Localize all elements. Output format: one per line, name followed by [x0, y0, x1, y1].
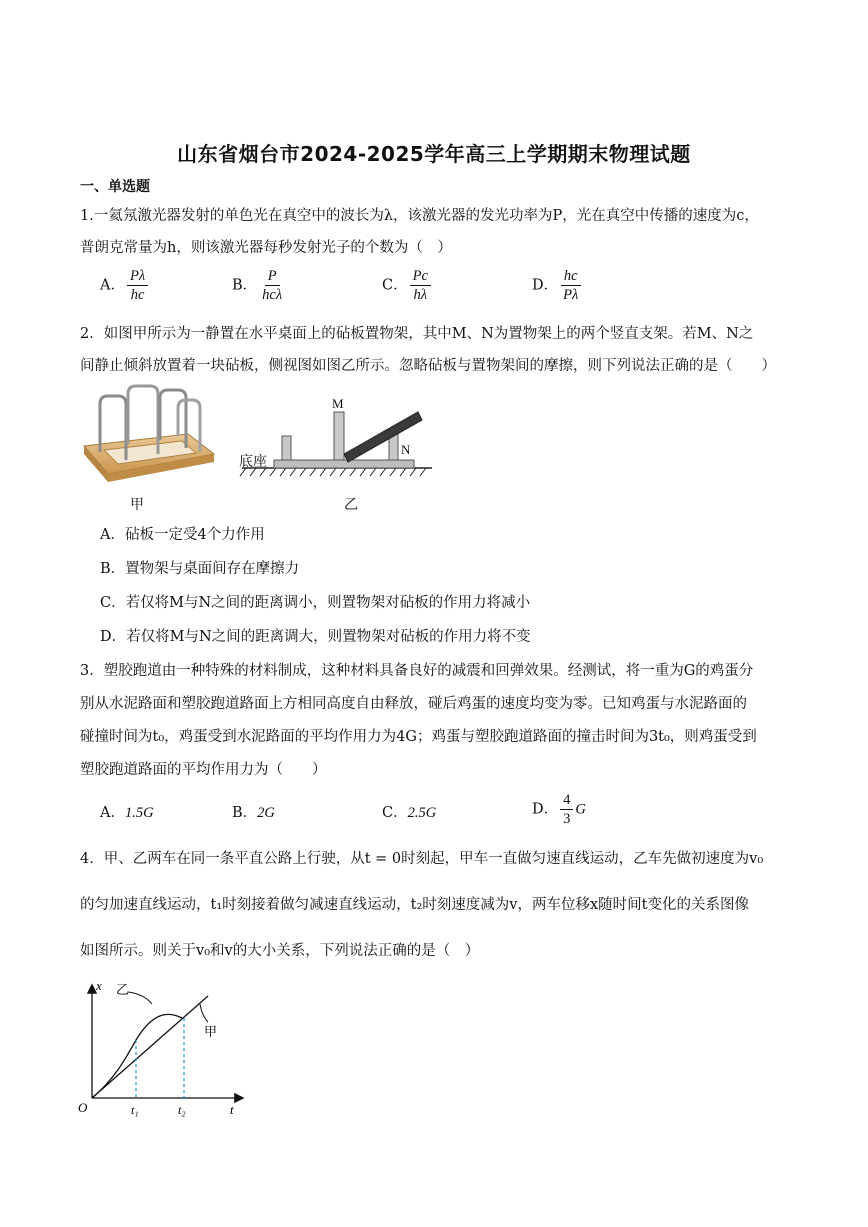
q4-line1: 4．甲、乙两车在同一条平直公路上行驶，从t = 0时刻起，甲车一直做匀速直线运动，乙车先做初速度为v₀ [80, 851, 764, 867]
x-t-graph [74, 976, 250, 1120]
q1-option-b[interactable]: B． $\frac{P}{\text{hcλ}}$ [232, 268, 283, 303]
q4-line2: 的匀加速直线运动，t₁时刻接着做匀减速直线运动，t₂时刻速度减为v，两车位移x随时间t变化的关系图像 [80, 897, 749, 913]
q4-line3: 如图所示。则关于v₀和v的大小关系，下列说法正确的是（ ） [80, 943, 480, 959]
line-jia [92, 996, 208, 1098]
label-yi: 乙 [116, 982, 130, 997]
q3-line3: 碰撞时间为t₀，鸡蛋受到水泥路面的平均作用力为4G；鸡蛋与塑胶跑道路面的撞击时间为3t₀，则鸡蛋受到 [80, 729, 757, 745]
q2-option-b[interactable]: B．置物架与桌面间存在摩擦力 [100, 561, 300, 577]
label-n: N [401, 442, 411, 457]
fig-jia-caption: 甲 [130, 497, 144, 513]
q1-option-c[interactable]: C． $\frac{Pc}{h\lambda}$ [382, 268, 433, 303]
q1-line2: 普朗克常量为h，则该激光器每秒发射光子的个数为（ ） [80, 240, 452, 256]
t1-label: t₁ [131, 1103, 139, 1117]
q1-option-d[interactable]: D． $\frac{hc}{P\lambda}$ [532, 268, 583, 303]
q2-line2: 间静止倾斜放置着一块砧板，侧视图如图乙所示。忽略砧板与置物架间的摩擦，则下列说法正确的是（ ） [80, 358, 776, 374]
t-axis-label: t [230, 1102, 234, 1117]
q2-option-d[interactable]: D．若仅将M与N之间的距离调大，则置物架对砧板的作用力将不变 [100, 629, 531, 645]
q3-line1: 3．塑胶跑道由一种特殊的材料制成，这种材料具备良好的减震和回弹效果。经测试，将一重为G的鸡蛋分 [80, 663, 754, 679]
page-title: 山东省烟台市2024-2025学年高三上学期期末物理试题 [177, 142, 691, 166]
q3-option-d[interactable]: D． $\frac{4}{3}$ G [532, 792, 586, 827]
q3-line4: 塑胶跑道路面的平均作用力为（ ） [80, 762, 327, 778]
q2-option-c[interactable]: C．若仅将M与N之间的距离调小，则置物架对砧板的作用力将减小 [100, 595, 531, 611]
label-base: 底座 [239, 454, 267, 470]
section-heading: 一、单选题 [80, 179, 150, 195]
label-m: M [332, 396, 344, 411]
fig-yi-caption: 乙 [344, 497, 358, 513]
x-axis-label: x [96, 978, 102, 993]
cutting-board-rack-photo [78, 382, 218, 490]
q2-option-a[interactable]: A．砧板一定受4个力作用 [100, 527, 265, 543]
curve-yi [92, 1014, 182, 1098]
q3-option-a[interactable]: A．1.5G [100, 805, 154, 821]
label-jia: 甲 [204, 1024, 218, 1039]
q2-line1: 2．如图甲所示为一静置在水平桌面上的砧板置物架，其中M、N为置物架上的两个竖直支架。若M、N之 [80, 326, 754, 342]
t2-label: t₂ [178, 1103, 186, 1117]
q1-line1: 1.一氦氖激光器发射的单色光在真空中的波长为λ，该激光器的发光功率为P，光在真空中传播的速度为c， [80, 208, 759, 224]
origin-label: O [78, 1100, 88, 1115]
q3-line2: 别从水泥路面和塑胶跑道路面上方相同高度自由释放，碰后鸡蛋的速度均变为零。已知鸡蛋与水泥路面的 [80, 696, 747, 712]
q3-option-b[interactable]: B．2G [232, 805, 275, 821]
q1-option-a[interactable]: A． $\frac{P\lambda}{hc}$ [100, 268, 150, 303]
q3-option-c[interactable]: C．2.5G [382, 805, 437, 821]
